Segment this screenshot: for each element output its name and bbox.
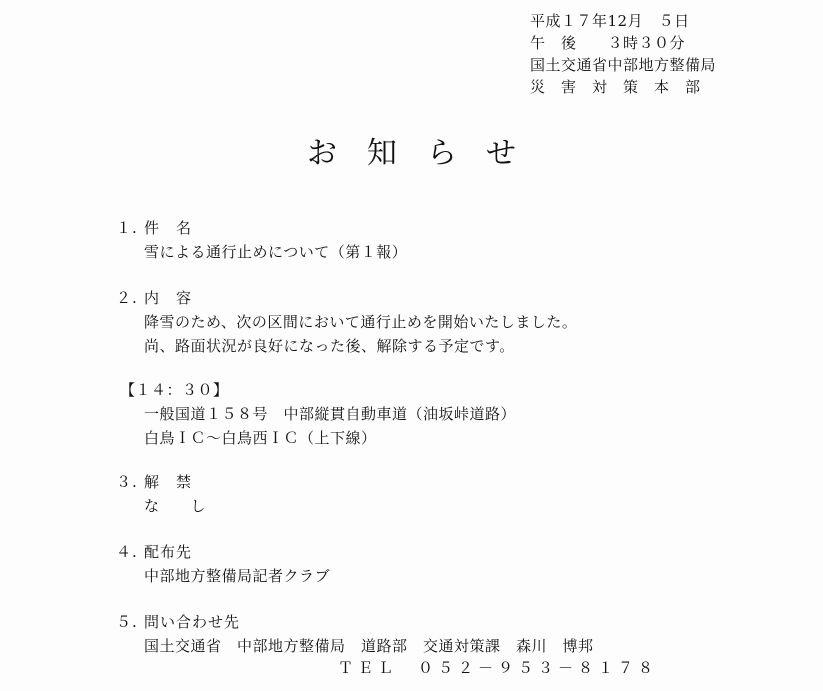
lifting-text: な し	[144, 497, 207, 515]
issuing-department: 災 害 対 策 本 部	[530, 78, 701, 96]
section-label: 内 容	[144, 289, 193, 307]
section-content	[116, 286, 796, 358]
section-heading	[116, 610, 796, 634]
section-number: ２.	[116, 289, 138, 307]
contact-person: 国土交通省 中部地方整備局 道路部 交通対策課 森川 博邦	[144, 637, 594, 655]
content-line: 尚、路面状況が良好になった後、解除する予定です。	[144, 337, 515, 355]
closure-interval: 白鳥ＩＣ～白鳥西ＩＣ（上下線）	[144, 429, 377, 447]
content-line: 降雪のため、次の区間において通行止めを開始いたしました。	[144, 313, 578, 331]
document-header	[530, 10, 820, 98]
section-label: 解 禁	[144, 473, 193, 491]
section-heading	[116, 470, 796, 494]
section-distribution	[116, 540, 796, 588]
closure-time: 【１４：３０】	[120, 381, 229, 399]
issue-date: 平成１７年12月 ５日	[530, 12, 690, 30]
section-heading	[116, 216, 796, 240]
section-subject	[116, 216, 796, 264]
issuing-organization: 国土交通省中部地方整備局	[530, 56, 717, 74]
section-label: 配布先	[144, 543, 193, 561]
contact-phone: ＴＥＬ ０５２－９５３－８１７８	[338, 659, 659, 677]
document-title: お知らせ	[306, 136, 547, 171]
distribution-text: 中部地方整備局記者クラブ	[144, 567, 331, 585]
section-number: １.	[116, 219, 138, 237]
section-number: ５.	[116, 613, 138, 631]
section-label: 件 名	[144, 219, 193, 237]
section-number: ３.	[116, 473, 138, 491]
section-heading	[116, 540, 796, 564]
closure-detail	[120, 378, 800, 450]
section-lifting	[116, 470, 796, 518]
section-number: ４.	[116, 543, 138, 561]
closure-route: 一般国道１５８号 中部縦貫自動車道（油坂峠道路）	[144, 405, 517, 423]
subject-text: 雪による通行止めについて（第１報）	[144, 243, 408, 261]
section-heading	[116, 286, 796, 310]
section-contact	[116, 610, 796, 658]
issue-time: 午 後 ３時３０分	[530, 34, 686, 52]
section-label: 問い合わせ先	[144, 613, 241, 631]
